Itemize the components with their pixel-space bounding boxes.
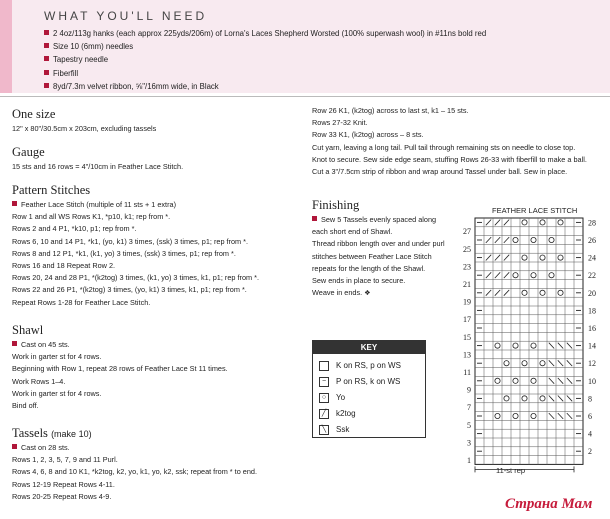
- shawl-line: Work Rows 1–4.: [12, 376, 66, 386]
- shawl-lines: [12, 339, 228, 412]
- k2tog-symbol-icon: ╱: [319, 409, 329, 419]
- k2tog-mark: [495, 237, 500, 243]
- key-item-ssk: ╲ Ssk: [319, 424, 349, 436]
- tassels-line: Cut a 3"/7.5cm strip of ribbon and wrap around Tassel under ball. Sew in place.: [312, 167, 568, 177]
- pattern-line: Feather Lace Stitch (multiple of 11 sts + 1 extra): [12, 199, 259, 211]
- yo-mark: [513, 343, 518, 348]
- ssk-mark: [558, 378, 563, 384]
- finishing-line: repeats for the length of the Shawl.: [312, 263, 426, 273]
- pattern-line: Rows 8 and 12 P1, *k1, (k1, yo) 3 times, (ssk) 3 times, p1; rep from *.: [12, 248, 236, 258]
- row-number: 26: [588, 236, 596, 245]
- yo-mark: [531, 237, 536, 242]
- row-number: 21: [463, 280, 471, 289]
- yo-mark: [531, 343, 536, 348]
- row-number: 17: [463, 315, 471, 325]
- yo-mark: [495, 378, 500, 383]
- ssk-symbol-icon: ╲: [319, 425, 329, 435]
- k2tog-mark: [486, 272, 491, 278]
- ssk-mark: [567, 360, 572, 366]
- yo-mark: [558, 255, 563, 260]
- row-number: 12: [588, 359, 596, 369]
- ssk-mark: [567, 378, 572, 384]
- finishing-line: Sew 5 Tassels evenly spaced along: [312, 214, 445, 226]
- finishing-line: Thread ribbon length over and under purl: [312, 239, 445, 249]
- bullet-icon: [44, 43, 49, 48]
- pattern-line: Rows 16 and 18 Repeat Row 2.: [12, 261, 116, 271]
- yo-mark: [522, 220, 527, 225]
- materials-item: Tapestry needle: [44, 53, 486, 66]
- k2tog-mark: [495, 290, 500, 296]
- pattern-line: Row 1 and all WS Rows K1, *p10, k1; rep from *.: [12, 212, 171, 222]
- yo-mark: [540, 396, 545, 401]
- k2tog-mark: [486, 290, 491, 296]
- ornament-icon: ❖: [364, 290, 371, 298]
- accent-strip: [0, 0, 12, 93]
- finishing-line: each short end of Shawl.: [312, 227, 393, 237]
- finishing-lines: [312, 214, 445, 300]
- pattern-lines: [12, 199, 259, 309]
- k2tog-mark: [504, 290, 509, 296]
- tassels-heading: Tassels (make 10): [12, 426, 92, 440]
- row-number: 28: [588, 218, 596, 228]
- row-number: 25: [463, 244, 471, 254]
- finishing-line: stitches between Feather Lace Stitch: [312, 251, 432, 261]
- pattern-line: Rows 22 and 26 P1, *(k2tog) 3 times, (yo, k1) 3 times, k1, p1; rep from *.: [12, 285, 247, 295]
- bullet-icon: [12, 201, 17, 206]
- ssk-mark: [567, 396, 572, 402]
- yo-mark: [504, 361, 509, 366]
- ssk-mark: [558, 360, 563, 366]
- yo-mark: [504, 396, 509, 401]
- knit-symbol-icon: [319, 361, 329, 371]
- row-number: 5: [467, 420, 471, 430]
- row-number: 9: [467, 385, 471, 395]
- chart-title: FEATHER LACE STITCH: [492, 206, 578, 215]
- row-number: 27: [463, 227, 471, 237]
- repeat-label: 11-st rep: [496, 466, 526, 475]
- k2tog-mark: [504, 255, 509, 261]
- row-number: 2: [588, 447, 592, 457]
- ssk-mark: [558, 413, 563, 419]
- shawl-line: Work in garter st for 4 rows.: [12, 388, 102, 398]
- shawl-line: Cast on 45 sts.: [12, 339, 228, 351]
- yo-mark: [540, 255, 545, 260]
- chart-right-numbers: [588, 218, 596, 456]
- row-number: 24: [588, 253, 596, 263]
- yo-mark: [549, 237, 554, 242]
- yo-mark: [549, 273, 554, 278]
- watermark: Страна Мам: [505, 496, 593, 512]
- pattern-line: Rows 6, 10 and 14 P1, *k1, (yo, k1) 3 times, (ssk) 3 times, p1; rep from *.: [12, 236, 249, 246]
- shawl-line: Work in garter st for 4 rows.: [12, 352, 102, 362]
- ssk-mark: [549, 360, 554, 366]
- yo-mark: [531, 378, 536, 383]
- key-item-knit: K on RS, p on WS: [319, 360, 401, 372]
- ssk-mark: [549, 378, 554, 384]
- tassels-line: Rows 12-19 Repeat Rows 4-11.: [12, 479, 115, 489]
- ssk-mark: [558, 343, 563, 349]
- finishing-line: Weave in ends. ❖: [312, 288, 371, 298]
- stitch-key: [312, 340, 426, 438]
- row-number: 1: [467, 456, 471, 465]
- yo-mark: [522, 361, 527, 366]
- k2tog-mark: [495, 255, 500, 261]
- tassels-line: Rows 1, 2, 3, 5, 7, 9 and 11 Purl.: [12, 455, 118, 465]
- row-number: 19: [463, 297, 471, 307]
- lace-chart: [455, 214, 605, 480]
- tassels-note: (make 10): [51, 429, 92, 439]
- yo-mark: [531, 273, 536, 278]
- k2tog-mark: [504, 220, 509, 226]
- row-number: 7: [467, 403, 471, 413]
- pattern-line: Rows 20, 24 and 28 P1, *(k2tog) 3 times, (k1, yo) 3 times, k1, p1; rep from *.: [12, 273, 259, 283]
- k2tog-mark: [486, 220, 491, 226]
- bullet-icon: [312, 216, 317, 221]
- shawl-line: Beginning with Row 1, repeat 28 rows of Feather Lace St 11 times.: [12, 364, 228, 374]
- tassels-continued: [312, 105, 587, 178]
- tassels-line: Rows 27-32 Knit.: [312, 118, 368, 128]
- pattern-heading: Pattern Stitches: [12, 183, 91, 197]
- bullet-icon: [12, 341, 17, 346]
- k2tog-mark: [486, 237, 491, 243]
- row-number: 10: [588, 376, 596, 386]
- onesize-heading: One size: [12, 107, 56, 121]
- k2tog-mark: [504, 237, 509, 243]
- yo-mark: [540, 220, 545, 225]
- row-number: 8: [588, 394, 592, 404]
- row-number: 11: [463, 368, 471, 377]
- row-number: 4: [588, 429, 592, 439]
- bullet-icon: [12, 444, 17, 449]
- bullet-icon: [44, 83, 49, 88]
- divider: [0, 96, 610, 97]
- key-item-k2tog: ╱ k2tog: [319, 408, 356, 420]
- gauge-text: 15 sts and 16 rows = 4"/10cm in Feather Lace Stitch.: [12, 162, 184, 171]
- tassels-line: Knot to secure. Sew side edge seam, stuffing Rows 26-33 with fiberfill to make a ball.: [312, 154, 587, 164]
- yo-mark: [540, 290, 545, 295]
- tassels-line: Rows 20-25 Repeat Rows 4-9.: [12, 491, 112, 501]
- ssk-mark: [549, 396, 554, 402]
- yo-mark: [495, 343, 500, 348]
- tassels-line: Cast on 28 sts.: [12, 442, 257, 454]
- row-number: 15: [463, 332, 471, 342]
- bullet-icon: [44, 70, 49, 75]
- row-number: 3: [467, 438, 471, 448]
- yo-mark: [513, 273, 518, 278]
- yo-mark: [522, 396, 527, 401]
- k2tog-mark: [495, 220, 500, 226]
- gauge-heading: Gauge: [12, 145, 45, 159]
- yo-mark: [522, 290, 527, 295]
- row-number: 22: [588, 271, 596, 281]
- row-number: 13: [463, 350, 471, 360]
- k2tog-mark: [495, 272, 500, 278]
- yo-mark: [558, 290, 563, 295]
- row-number: 6: [588, 412, 592, 421]
- shawl-heading: Shawl: [12, 323, 44, 337]
- yo-mark: [522, 255, 527, 260]
- tassels-line: Cut yarn, leaving a long tail. Pull tail through remaining sts on needle to close top.: [312, 142, 576, 152]
- tassels-line: Rows 4, 6, 8 and 10 K1, *k2tog, k2, yo, k1, yo, k2, ssk; repeat from * to end.: [12, 467, 257, 477]
- finishing-heading: Finishing: [312, 198, 360, 212]
- tassels-line: Row 33 K1, (k2tog) across – 8 sts.: [312, 130, 424, 140]
- yo-mark: [558, 220, 563, 225]
- materials-list: [44, 27, 486, 93]
- k2tog-mark: [486, 255, 491, 261]
- row-number: 16: [588, 324, 596, 333]
- materials-item: 8yd/7.3m velvet ribbon, ⅝"/16mm wide, in Black: [44, 80, 486, 93]
- yo-mark: [513, 378, 518, 383]
- materials-item: Fiberfill: [44, 67, 486, 80]
- key-item-yo: ○ Yo: [319, 392, 345, 404]
- finishing-line: Sew ends in place to secure.: [312, 276, 406, 286]
- k2tog-mark: [504, 272, 509, 278]
- bullet-icon: [44, 30, 49, 35]
- materials-item: 2 4oz/113g hanks (each approx 225yds/206m) of Lorna's Laces Shepherd Worsted (100% superwash wool) in #11ns bold red: [44, 27, 486, 40]
- ssk-mark: [549, 413, 554, 419]
- yo-symbol-icon: ○: [319, 393, 329, 403]
- tassels-lines: [12, 442, 257, 503]
- materials-item: Size 10 (6mm) needles: [44, 40, 486, 53]
- purl-symbol-icon: −: [319, 377, 329, 387]
- yo-mark: [513, 413, 518, 418]
- ssk-mark: [549, 343, 554, 349]
- pattern-line: Repeat Rows 1-28 for Feather Lace Stitch.: [12, 297, 151, 307]
- yo-mark: [531, 413, 536, 418]
- yo-mark: [540, 361, 545, 366]
- chart-left-numbers: [463, 227, 471, 465]
- key-title: KEY: [313, 341, 425, 354]
- shawl-line: Bind off.: [12, 401, 39, 411]
- key-item-purl: − P on RS, k on WS: [319, 376, 400, 388]
- row-number: 23: [463, 262, 471, 272]
- ssk-mark: [567, 413, 572, 419]
- pattern-line: Rows 2 and 4 P1, *k10, p1; rep from *.: [12, 224, 137, 234]
- onesize-text: 12" x 80"/30.5cm x 203cm, excluding tassels: [12, 124, 157, 133]
- yo-mark: [513, 237, 518, 242]
- materials-title: WHAT YOU'LL NEED: [44, 9, 208, 23]
- ssk-mark: [558, 396, 563, 402]
- ssk-mark: [567, 343, 572, 349]
- row-number: 18: [588, 306, 596, 316]
- yo-mark: [495, 413, 500, 418]
- row-number: 20: [588, 288, 596, 298]
- row-number: 14: [588, 341, 596, 351]
- bullet-icon: [44, 56, 49, 61]
- tassels-line: Row 26 K1, (k2tog) across to last st, k1 – 15 sts.: [312, 106, 469, 115]
